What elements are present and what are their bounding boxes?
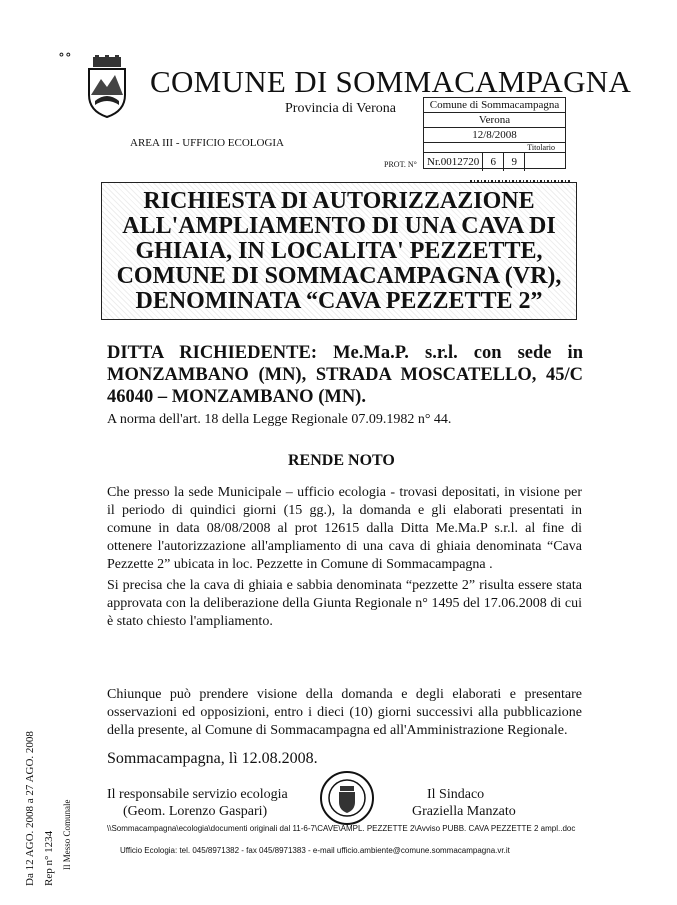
section-heading: RENDE NOTO — [288, 452, 395, 469]
page-title: COMUNE DI SOMMACAMPAGNA — [150, 64, 632, 99]
stamp-cell: 6 — [483, 153, 504, 171]
publication-dates-stamp: Da 12 AGO. 2008 a 27 AGO. 2008 — [24, 731, 36, 886]
notice-title-line: COMUNE DI SOMMACAMPAGNA (VR), — [116, 262, 562, 289]
notice-title-line: DENOMINATA “CAVA PEZZETTE 2” — [135, 287, 543, 314]
scan-mark-icon: ∘∘ — [58, 48, 72, 63]
notice-title-line: GHIAIA, IN LOCALITA' PEZZETTE, — [135, 237, 543, 264]
signatory-right-role: Il Sindaco — [427, 787, 485, 802]
office-contact-footer: Ufficio Ecologia: tel. 045/8971382 - fax 045/8971383 - e-mail ufficio.ambiente@comune.sommacampagna.vr.it — [120, 846, 510, 855]
municipal-seal-stamp — [319, 770, 375, 826]
place-date: Sommacampagna, lì 12.08.2008. — [107, 750, 318, 767]
area-label: AREA III - UFFICIO ECOLOGIA — [130, 137, 284, 149]
notice-title-line: ALL'AMPLIAMENTO DI UNA CAVA DI — [122, 212, 556, 239]
stamp-titolario-label: Titolario — [424, 143, 565, 153]
stamp-line-2: Verona — [424, 113, 565, 128]
legal-reference: A norma dell'art. 18 della Legge Regionale 07.09.1982 n° 44. — [107, 412, 452, 427]
stamp-cell: 9 — [504, 153, 525, 171]
province-label: Provincia di Verona — [285, 101, 396, 116]
signatory-left-name: (Geom. Lorenzo Gaspari) — [123, 804, 268, 819]
stamp-number-row — [424, 153, 565, 171]
notice-title-box — [101, 182, 577, 320]
stamp-number: Nr.0012720 — [424, 153, 483, 171]
stamp-line-1: Comune di Sommacampagna — [424, 98, 565, 113]
register-number-stamp: Rep n° 1234 — [43, 830, 55, 886]
signatory-left-role: Il responsabile servizio ecologia — [107, 787, 288, 802]
protocol-label: PROT. N° — [384, 160, 417, 169]
file-path: \\Sommacampagna\ecologia\documenti originali dal 11-6-7\CAVE\AMPL. PEZZETTE 2\Avviso PUBB. CAVA PEZZETTE 2 ampl..doc — [107, 824, 576, 833]
signatory-right-name: Graziella Manzato — [412, 804, 516, 819]
applicant-details: DITTA RICHIEDENTE: Me.Ma.P. s.r.l. con sede in MONZAMBANO (MN), STRADA MOSCATELLO, 45/C 46040 – MONZAMBANO (MN). — [107, 343, 583, 407]
stamp-date: 12/8/2008 — [424, 128, 565, 143]
messenger-stamp: Il Messo Comunale — [62, 799, 72, 870]
notice-title-line: RICHIESTA DI AUTORIZZAZIONE — [143, 187, 535, 214]
municipal-crest-logo — [85, 55, 129, 119]
body-paragraph-3: Chiunque può prendere visione della domanda e degli elaborati e presentare osservazioni ed opposizioni, entro i dieci (10) giorni successivi alla pubblicazione della presente, al Comune di Sommacampagna ed all'Amministrazione Regionale. — [107, 687, 582, 738]
stamp-cell — [525, 153, 541, 171]
body-paragraph-2: Si precisa che la cava di ghiaia e sabbia denominata “pezzette 2” risulta essere stata approvata con la deliberazione della Giunta Regionale n° 1495 del 17.06.2008 di cui è stato chiesto l'ampliamento. — [107, 578, 582, 629]
protocol-stamp — [423, 97, 566, 169]
body-paragraph-1: Che presso la sede Municipale – ufficio ecologia - trovasi depositati, in visione per il periodo di quindici giorni (15 gg.), la domanda e gli elaborati presentati in comune in data 08/08/2008 al prot 12615 dalla Ditta Me.Ma.P s.r.l. al fine di ottenere l'autorizzazione all'ampliamento di una cava di ghiaia denominata “Cava Pezzette 2” ubicata in loc. Pezzette in Comune di Sommacampagna . — [107, 485, 582, 572]
